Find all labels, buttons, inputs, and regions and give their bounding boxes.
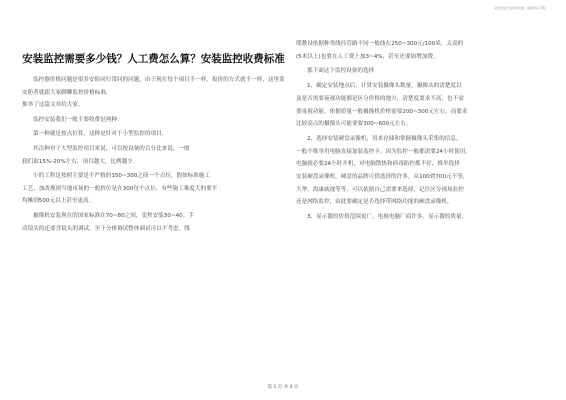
left-column	[22, 40, 285, 235]
paragraph: 要夜视功能，依据质量一般摄像机价格需要200~300元左右，而要求	[296, 108, 468, 115]
paragraph: 及是否需要夜视功能都是区分价格的地方，清楚度要求不高，也不需	[296, 95, 464, 102]
paragraph: 1、确定安装地点后，计算安装摄像头数量，摄像头的清楚度以	[307, 83, 462, 90]
right-column	[296, 38, 550, 224]
paragraph: 均摊到500元以上甚至更高。	[22, 198, 95, 205]
paragraph: 摄像机安装现在的国家标准在70~80之间，变焦安装30~40。手	[33, 212, 194, 219]
paragraph: 第一种就是按点位算，这种是针对于小型监控的项目。	[33, 131, 168, 138]
paragraph: 缆敷设依据种类线径管路不同一般线在250~300元/100米，太高的	[296, 41, 464, 47]
paragraph: 2、选择安装硬盘录像机，用来存储和掌握摄像头采集的信息，	[307, 135, 462, 142]
paragraph: 还是网络监控，由此要确定是否选择带网络功能的硬盘录像机。	[296, 199, 453, 206]
paragraph: 动镜头的还要含镜头的调试。至于分体调试整体调试可以不考虑。线	[22, 225, 190, 232]
paragraph: 安装硬盘录像机，硬盘的品牌可供选择的许多，从100到700元不等，	[296, 174, 469, 181]
paragraph: 我们取15%-20%左右，项目越大，比例越少。	[22, 158, 139, 165]
paragraph: 电脑就必要24小时开机，对电脑散热和病毒防控都不好，推举选择	[296, 161, 460, 168]
header-note: 文档可能无法思考全面，请浏览后下载！	[493, 6, 548, 10]
paragraph: 3、显示器的价格范围更广，电视电脑厂商许多，显示器的质量、	[307, 214, 468, 221]
section-heading: 那下面这下监控设备的选择	[307, 68, 375, 75]
article-title: 安装监控需要多少钱？人工费怎么算？安装监控收费标准	[22, 53, 285, 65]
paragraph: 其次种对于大型监控项目来说，可以按设备的百分比来说，一般	[33, 145, 190, 152]
paragraph: 监控器价格问题是很多安防同行常问的问题，由于现在每个项目不一样，报价的方式就不一样，这里监安防者就跟大家聊聊监控价格标准，	[22, 77, 285, 96]
paragraph: 工艺，加改规则当地市场的一般价位是在300每个点位，有些施工难度大的要平	[22, 185, 218, 192]
paragraph: 监控安装我们一般主要收费是两种：	[33, 116, 123, 123]
paragraph: 小的工程是按照主要是不严格的150~300之间一个点位，假如标准施工	[33, 173, 211, 180]
paragraph: (5米以上)也要在人工费上加3~4%，甚至还要加增加费。	[296, 53, 439, 60]
paragraph: 大华、海康威视等等，可以依据自己需要来选择，记住区分视场监控	[296, 186, 464, 193]
paragraph: 比较高点的摄像头可能要要300~600元左右。	[296, 121, 412, 128]
page-number: 第 1 页 共 4 页	[267, 385, 299, 390]
paragraph: 推举了这篇文章给大家。	[22, 102, 84, 109]
paragraph: 一般不推举用电脑直接加装监控卡，因为监控一般都需要24小时使用，	[296, 148, 471, 155]
